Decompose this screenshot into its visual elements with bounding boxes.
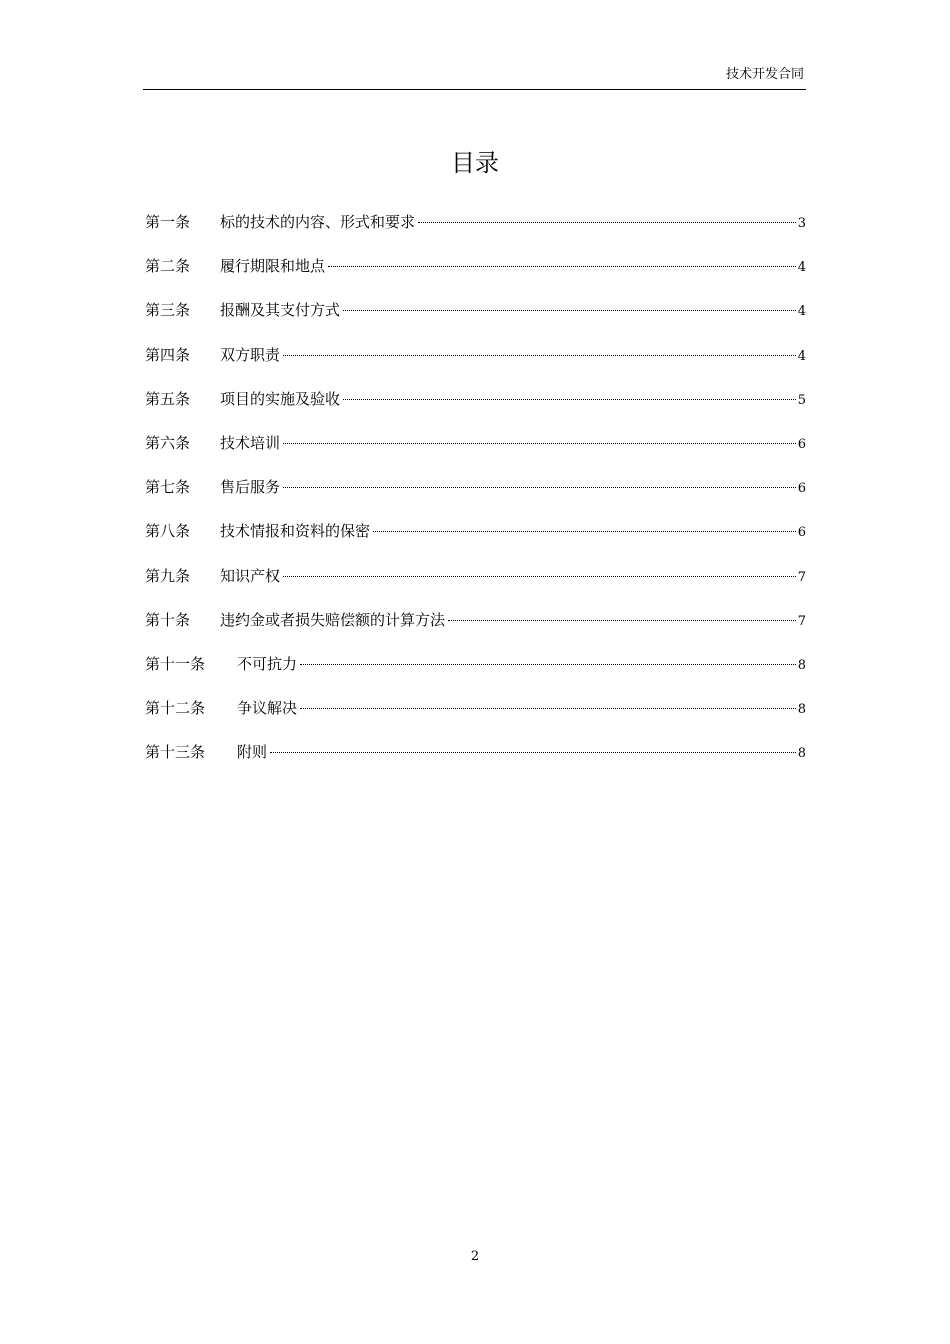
toc-entry-1[interactable] bbox=[145, 211, 806, 255]
toc-entry-title: 标的技术的内容、形式和要求 bbox=[220, 213, 416, 231]
toc-entry-title: 双方职责 bbox=[220, 345, 281, 364]
toc-entry-page: 7 bbox=[797, 613, 806, 629]
toc-entry-title: 附则 bbox=[237, 743, 268, 762]
toc-entry-title: 争议解决 bbox=[237, 699, 298, 718]
toc-dot-leader bbox=[283, 576, 796, 577]
toc-dot-leader bbox=[300, 664, 796, 665]
toc-title: 目录 bbox=[451, 149, 499, 177]
toc-entry-page: 4 bbox=[797, 348, 806, 364]
toc-entry-title: 技术情报和资料的保密 bbox=[220, 522, 371, 541]
toc-entry-2[interactable] bbox=[145, 255, 806, 299]
toc-dot-leader bbox=[328, 266, 796, 267]
toc-entry-number: 第四条 bbox=[145, 345, 191, 364]
toc-entry-page: 8 bbox=[797, 746, 806, 762]
toc-entry-page: 7 bbox=[797, 569, 806, 585]
table-of-contents bbox=[145, 211, 806, 785]
page-number: 2 bbox=[470, 1249, 480, 1264]
toc-entry-page: 8 bbox=[797, 702, 806, 718]
toc-entry-7[interactable] bbox=[145, 476, 806, 520]
toc-entry-page: 8 bbox=[797, 657, 806, 673]
toc-entry-11[interactable] bbox=[145, 653, 806, 697]
toc-entry-13[interactable] bbox=[145, 741, 806, 785]
toc-entry-9[interactable] bbox=[145, 565, 806, 609]
toc-entry-number: 第一条 bbox=[145, 213, 191, 231]
toc-dot-leader bbox=[418, 222, 796, 223]
toc-entry-number: 第十一条 bbox=[145, 654, 206, 673]
toc-entry-number: 第十二条 bbox=[145, 699, 206, 718]
toc-entry-number: 第十三条 bbox=[145, 743, 206, 762]
toc-dot-leader bbox=[283, 355, 796, 356]
toc-entry-number: 第十条 bbox=[145, 610, 191, 629]
header-title: 技术开发合同 bbox=[725, 67, 804, 82]
toc-dot-leader bbox=[343, 399, 796, 400]
toc-entry-10[interactable] bbox=[145, 609, 806, 653]
toc-entry-5[interactable] bbox=[145, 388, 806, 432]
page-header bbox=[143, 66, 806, 90]
toc-dot-leader bbox=[343, 310, 796, 311]
toc-entry-6[interactable] bbox=[145, 432, 806, 476]
toc-entry-number: 第三条 bbox=[145, 301, 191, 320]
toc-entry-number: 第八条 bbox=[145, 522, 191, 541]
toc-entry-number: 第九条 bbox=[145, 566, 191, 585]
toc-dot-leader bbox=[283, 487, 796, 488]
toc-entry-title: 技术培训 bbox=[220, 433, 281, 452]
toc-entry-title: 违约金或者损失赔偿额的计算方法 bbox=[220, 610, 446, 629]
toc-entry-8[interactable] bbox=[145, 520, 806, 564]
toc-dot-leader bbox=[270, 752, 796, 753]
toc-entry-title: 知识产权 bbox=[220, 566, 281, 585]
toc-dot-leader bbox=[283, 443, 796, 444]
toc-dot-leader bbox=[448, 620, 796, 621]
toc-entry-page: 6 bbox=[797, 525, 806, 541]
toc-entry-page: 6 bbox=[797, 481, 806, 497]
toc-entry-page: 5 bbox=[797, 392, 806, 408]
toc-entry-title: 不可抗力 bbox=[237, 654, 298, 673]
toc-dot-leader bbox=[300, 708, 796, 709]
toc-entry-page: 3 bbox=[797, 216, 806, 231]
toc-entry-title: 履行期限和地点 bbox=[220, 257, 326, 276]
toc-entry-12[interactable] bbox=[145, 697, 806, 741]
toc-entry-title: 售后服务 bbox=[220, 478, 281, 497]
toc-entry-page: 4 bbox=[797, 260, 806, 276]
toc-entry-page: 6 bbox=[797, 436, 806, 452]
toc-entry-number: 第五条 bbox=[145, 389, 191, 408]
toc-entry-4[interactable] bbox=[145, 344, 806, 388]
toc-dot-leader bbox=[373, 531, 796, 532]
toc-entry-title: 报酬及其支付方式 bbox=[220, 301, 341, 320]
toc-entry-title: 项目的实施及验收 bbox=[220, 389, 341, 408]
toc-entry-number: 第七条 bbox=[145, 478, 191, 497]
toc-entry-page: 4 bbox=[797, 304, 806, 320]
toc-entry-number: 第二条 bbox=[145, 257, 191, 276]
toc-entry-number: 第六条 bbox=[145, 433, 191, 452]
toc-entry-3[interactable] bbox=[145, 299, 806, 343]
